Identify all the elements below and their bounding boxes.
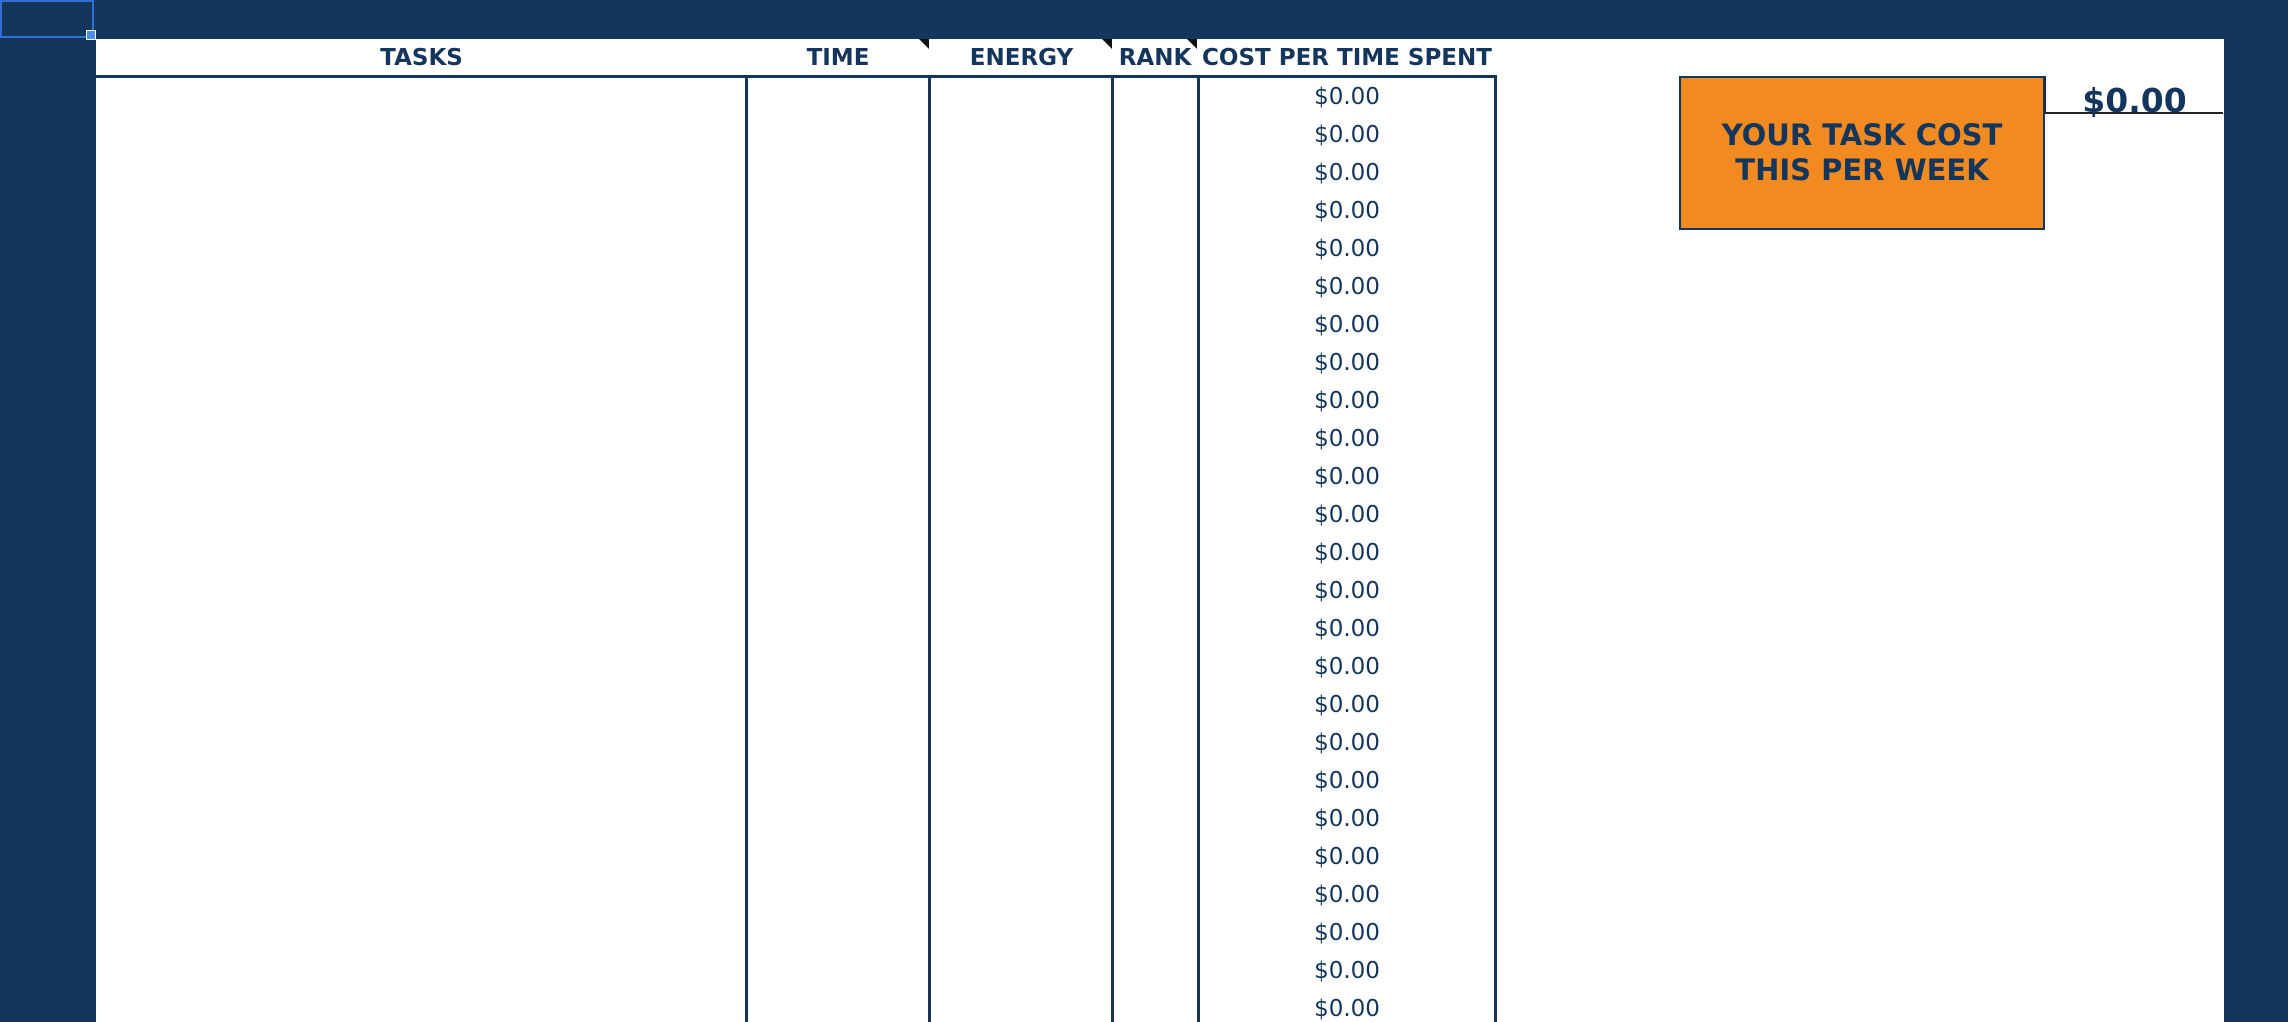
cost-cell[interactable]: $0.00 xyxy=(1314,768,1380,794)
header-energy[interactable]: ENERGY xyxy=(969,45,1074,71)
comment-indicator-energy[interactable] xyxy=(1102,39,1112,49)
comment-indicator-rank[interactable] xyxy=(1187,39,1197,49)
cost-cell[interactable]: $0.00 xyxy=(1314,882,1380,908)
comment-indicator-time[interactable] xyxy=(919,39,929,49)
cost-cell[interactable]: $0.00 xyxy=(1314,616,1380,642)
cost-cell[interactable]: $0.00 xyxy=(1314,464,1380,490)
weekly-task-cost-value[interactable]: $0.00 xyxy=(2045,76,2223,114)
cost-cell[interactable]: $0.00 xyxy=(1314,84,1380,110)
column-divider-energy-rank xyxy=(1111,75,1114,1022)
cost-cell[interactable]: $0.00 xyxy=(1314,578,1380,604)
sheet-area xyxy=(96,39,2224,1022)
header-time[interactable]: TIME xyxy=(806,45,870,71)
cost-per-time-column xyxy=(1199,77,1495,1022)
cost-cell[interactable]: $0.00 xyxy=(1314,540,1380,566)
cost-cell[interactable]: $0.00 xyxy=(1314,844,1380,870)
cost-cell[interactable]: $0.00 xyxy=(1314,730,1380,756)
cost-cell[interactable]: $0.00 xyxy=(1314,654,1380,680)
cost-cell[interactable]: $0.00 xyxy=(1314,274,1380,300)
weekly-task-cost-label[interactable]: YOUR TASK COST THIS PER WEEK xyxy=(1679,76,2045,230)
cost-cell[interactable]: $0.00 xyxy=(1314,312,1380,338)
cost-cell[interactable]: $0.00 xyxy=(1314,350,1380,376)
cost-cell[interactable]: $0.00 xyxy=(1314,160,1380,186)
cost-cell[interactable]: $0.00 xyxy=(1314,198,1380,224)
cost-cell[interactable]: $0.00 xyxy=(1314,502,1380,528)
cost-cell[interactable]: $0.00 xyxy=(1314,692,1380,718)
cost-cell[interactable]: $0.00 xyxy=(1314,806,1380,832)
column-divider-time-energy xyxy=(928,75,931,1022)
active-cell-selection[interactable] xyxy=(0,0,94,38)
cost-cell[interactable]: $0.00 xyxy=(1314,122,1380,148)
fill-handle[interactable] xyxy=(86,30,96,40)
cost-cell[interactable]: $0.00 xyxy=(1314,958,1380,984)
cost-cell[interactable]: $0.00 xyxy=(1314,996,1380,1022)
cost-cell[interactable]: $0.00 xyxy=(1314,236,1380,262)
cost-cell[interactable]: $0.00 xyxy=(1314,920,1380,946)
header-tasks[interactable]: TASKS xyxy=(380,45,463,71)
table-header-row xyxy=(96,39,1498,76)
header-rank[interactable]: RANK xyxy=(1118,45,1192,71)
column-divider-tasks-time xyxy=(745,75,748,1022)
cost-cell[interactable]: $0.00 xyxy=(1314,388,1380,414)
cost-cell[interactable]: $0.00 xyxy=(1314,426,1380,452)
header-cost-per-time-spent[interactable]: COST PER TIME SPENT xyxy=(1202,45,1492,71)
